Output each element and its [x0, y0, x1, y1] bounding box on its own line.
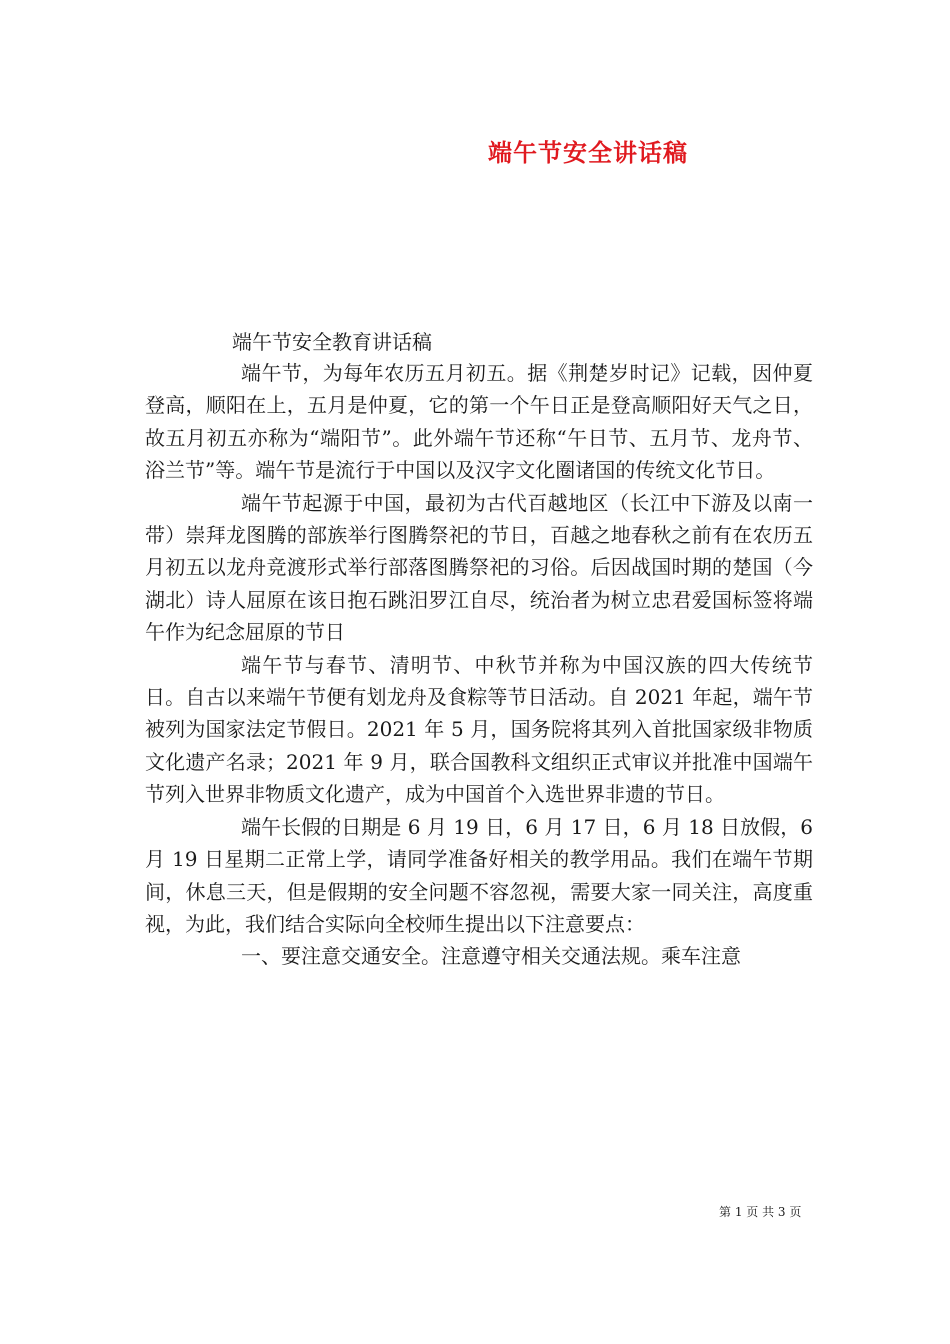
page-footer: 第 1 页 共 3 页: [719, 1205, 802, 1219]
paragraph-intro: 端午节，为每年农历五月初五。据《荆楚岁时记》记载，因仲夏登高，顺阳在上，五月是仲夏，它的第一个午日正是登高顺阳好天气之日，故五月初五亦称为“端阳节”。此外端午节还称“午日节、五月节、龙舟节、浴兰节”等。端午节是流行于中国以及汉字文化圈诸国的传统文化节日。: [145, 361, 813, 483]
paragraph-origin: 端午节起源于中国，最初为古代百越地区（长江中下游及以南一带）崇拜龙图腾的部族举行图腾祭祀的节日，百越之地春秋之前有在农历五月初五以龙舟竞渡形式举行部落图腾祭祀的习俗。后因战国时期的楚国（今湖北）诗人屈原在该日抱石跳汨罗江自尽，统治者为树立忠君爱国标签将端午作为纪念屈原的节日: [145, 490, 813, 645]
paragraph-traffic-safety: 一、要注意交通安全。注意遵守相关交通法规。乘车注意: [241, 944, 741, 969]
document-body: [145, 357, 813, 973]
document-subtitle: 端午节安全教育讲话稿: [232, 330, 432, 354]
paragraph-traditions: 端午节与春节、清明节、中秋节并称为中国汉族的四大传统节日。自古以来端午节便有划龙舟及食粽等节日活动。自 2021 年起，端午节被列为国家法定节假日。2021 年 5 月，国务院将其列入首批国家级非物质文化遗产名录；2021 年 9 月，联合国教科文组织正式审议并批准中国端午节列入世界非物质文化遗产，成为中国首个入选世界非遗的节日。: [145, 652, 813, 807]
document-title: 端午节安全讲话稿: [488, 138, 688, 167]
paragraph-holiday-dates: 端午长假的日期是 6 月 19 日，6 月 17 日，6 月 18 日放假，6 月 19 日星期二正常上学，请同学准备好相关的教学用品。我们在端午节期间，休息三天，但是假期的安全问题不容忽视，需要大家一同关注，高度重视，为此，我们结合实际向全校师生提出以下注意要点：: [145, 814, 813, 936]
